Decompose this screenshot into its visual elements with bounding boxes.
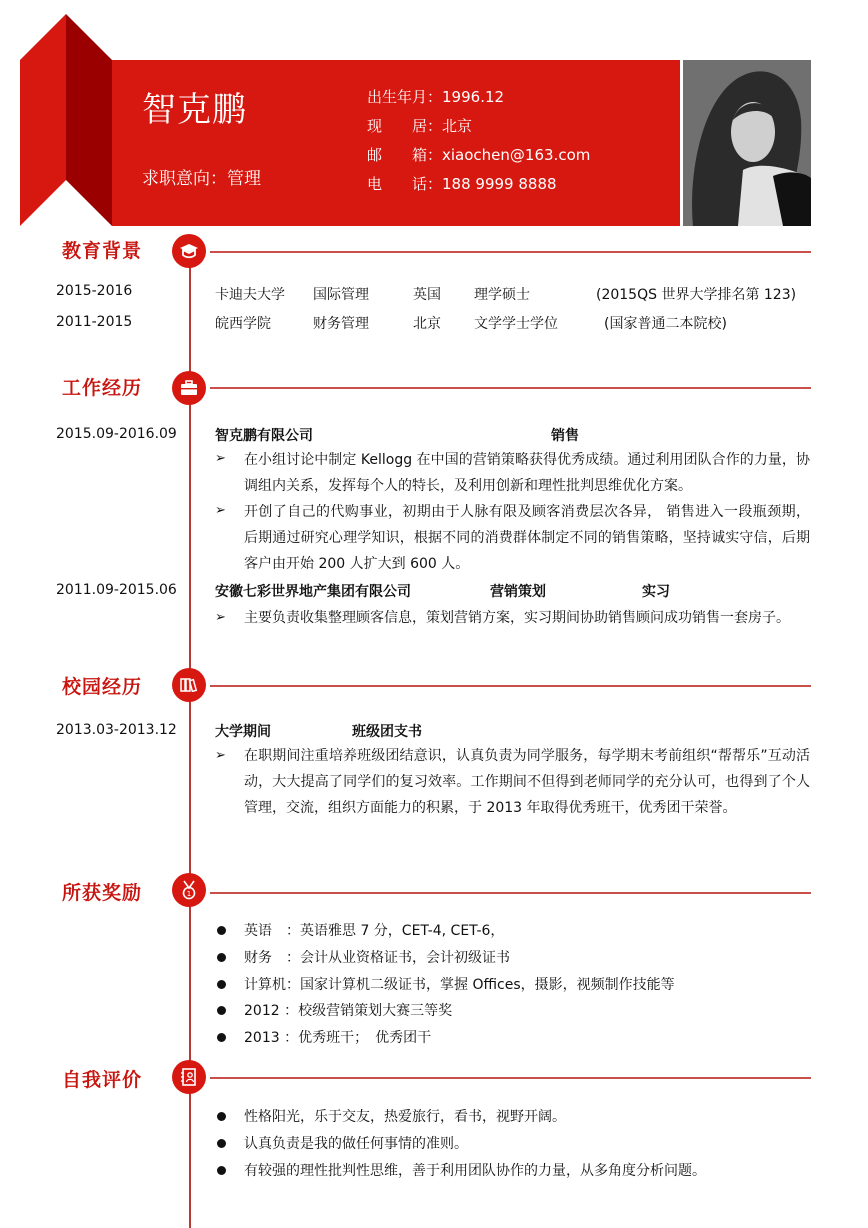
section-divider [210,1077,811,1079]
info-label: 出生年月： [367,88,443,106]
edu-degree: 文学学士学位 [474,316,558,332]
edu-note: (国家普通二本院校) [604,316,727,332]
arrow-bullet-icon: ➢ [215,610,226,625]
bullet-dot-icon [217,1139,226,1148]
info-label: 电 话： [367,175,443,193]
award-item: 计算机：国家计算机二级证书，掌握 Offices，摄影，视频制作技能等 [244,977,675,993]
edu-note: (2015QS 世界大学排名第 123) [596,287,797,303]
info-label: 邮 箱： [367,146,443,164]
job-role: 营销策划 [490,584,546,600]
arrow-bullet-icon: ➢ [215,503,226,518]
section-title-awards: 所获奖励 [62,882,143,904]
section-divider [210,387,811,389]
campus-org: 大学期间 [215,724,271,740]
edu-location: 英国 [413,287,441,303]
briefcase-icon [172,371,206,405]
bullet-dot-icon [217,1033,226,1042]
job-date: 2011.09-2015.06 [56,582,177,598]
self-eval-item: 认真负责是我的做任何事情的准则。 [244,1136,468,1152]
section-divider [210,251,811,253]
bullet-dot-icon [217,1112,226,1121]
job-company: 安徽七彩世界地产集团有限公司 [215,584,411,600]
section-divider [210,685,811,687]
candidate-name: 智克鹏 [142,90,247,130]
job-company: 智克鹏有限公司 [215,428,313,444]
info-label: 现 居： [367,117,443,135]
campus-date: 2013.03-2013.12 [56,722,177,738]
info-email [367,144,590,165]
bullet-dot-icon [217,980,226,989]
edu-school: 卡迪夫大学 [215,287,285,303]
info-value: 188 9999 8888 [442,175,557,193]
edu-date: 2015-2016 [56,283,133,299]
job-bullet: 主要负责收集整理顾客信息，策划营销方案，实习期间协助销售顾问成功销售一套房子。 [244,610,790,626]
edu-major: 财务管理 [313,316,369,332]
medal-icon [172,873,206,907]
job-role: 销售 [551,428,579,444]
campus-role: 班级团支书 [352,724,422,740]
job-intent-label: 求职意向： [142,169,227,189]
books-icon [172,668,206,702]
arrow-bullet-icon: ➢ [215,748,226,763]
info-phone [367,173,557,194]
job-type: 实习 [642,584,670,600]
award-item: 财务 ：会计从业资格证书，会计初级证书 [244,950,510,966]
job-bullet: 在小组讨论中制定 Kellogg 在中国的营销策略获得优秀成绩。通过利用团队合作的力量，协调组内关系，发挥每个人的特长，及利用创新和理性批判思维优化方案。 [244,452,810,494]
bullet-dot-icon [217,953,226,962]
edu-degree: 理学硕士 [474,287,530,303]
job-intent [142,164,261,189]
section-title-education: 教育背景 [62,240,143,262]
award-item: 2013 ：优秀班干； 优秀团干 [244,1030,432,1046]
award-item: 2012 ：校级营销策划大赛三等奖 [244,1003,453,1019]
job-date: 2015.09-2016.09 [56,426,177,442]
job-intent-value: 管理 [227,169,261,189]
info-value: 1996.12 [442,88,505,106]
bullet-dot-icon [217,1166,226,1175]
edu-school: 皖西学院 [215,316,271,332]
info-residence [367,115,472,136]
contact-book-icon [172,1060,206,1094]
section-title-self-eval: 自我评价 [62,1069,143,1091]
section-title-work: 工作经历 [62,377,143,399]
info-value: xiaochen@163.com [442,146,591,164]
self-eval-item: 有较强的理性批判性思维，善于利用团队协作的力量，从多角度分析问题。 [244,1163,706,1179]
info-birth [367,86,504,107]
svg-text:1: 1 [186,890,192,898]
edu-major: 国际管理 [313,287,369,303]
campus-bullet: 在职期间注重培养班级团结意识，认真负责为同学服务，每学期末考前组织“帮帮乐”互动活动，大大提高了同学们的复习效率。工作期间不但得到老师同学的充分认可，也得到了个人管理，交流，组织方面能力的积累，于 2013 年取得优秀班干，优秀团干荣誉。 [244,748,810,816]
profile-photo [683,60,811,226]
bullet-dot-icon [217,1006,226,1015]
award-item: 英语 ：英语雅思 7 分，CET-4, CET-6， [244,923,505,939]
edu-date: 2011-2015 [56,314,133,330]
section-divider [210,892,811,894]
banner-fold-decoration [20,14,112,226]
bullet-dot-icon [217,926,226,935]
info-value: 北京 [442,117,473,135]
edu-location: 北京 [413,316,441,332]
graduation-cap-icon [172,234,206,268]
section-title-campus: 校园经历 [62,676,143,698]
self-eval-item: 性格阳光，乐于交友，热爱旅行，看书，视野开阔。 [244,1109,566,1125]
job-bullet: 开创了自己的代购事业，初期由于人脉有限及顾客消费层次各异， 销售进入一段瓶颈期， 后期通过研究心理学知识，根据不同的消费群体制定不同的销售策略，坚持诚实守信，后期客户由开始 200 人扩大到 600 人。 [244,504,810,572]
arrow-bullet-icon: ➢ [215,451,226,466]
